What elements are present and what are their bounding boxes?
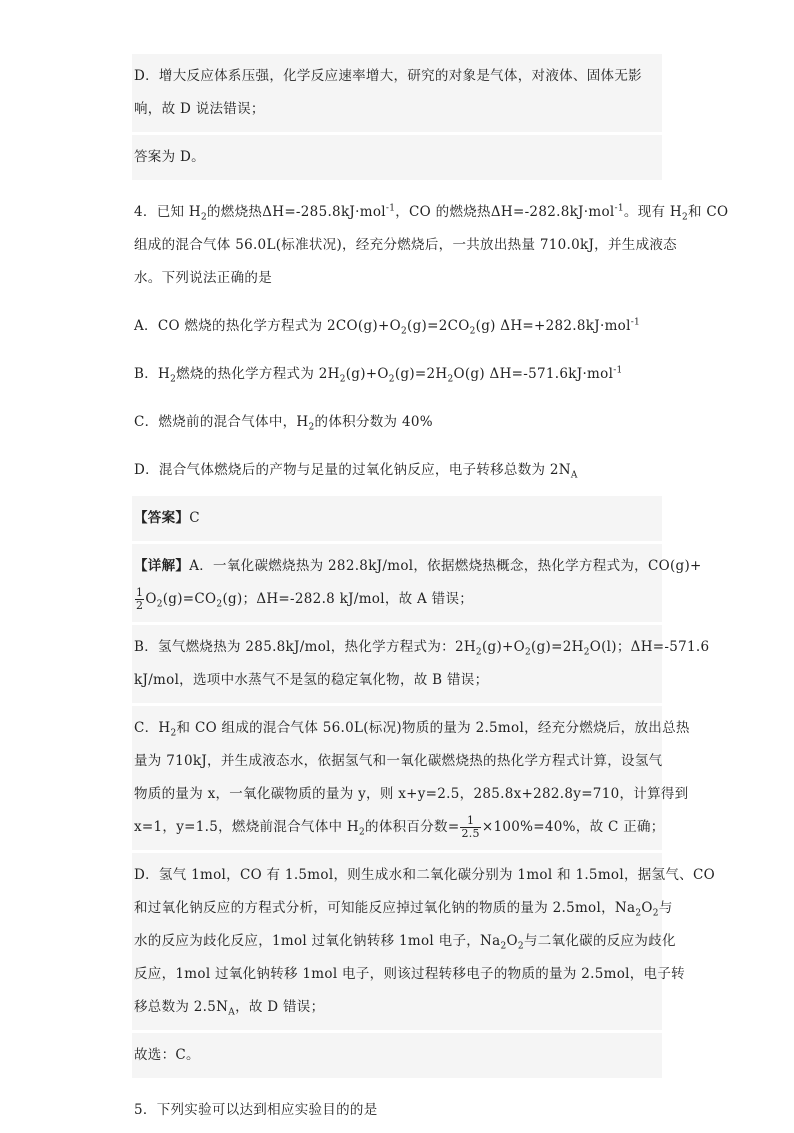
q4-option-c: C．燃烧前的混合气体中，$H_2$的体积分数为 40% xyxy=(134,414,433,433)
answer-value: C xyxy=(189,510,200,526)
q4-detail-a: 【详解】A．一氧化碳燃烧热为 282.8kJ/mol，依据燃烧热概念，热化学方程式为，CO(g)+ $\frac{1}{2}$ $O_2(g)=CO_2(g)$；ΔH=-282.8 kJ/mol，故 A 错误； xyxy=(132,544,662,622)
fraction-one-over-2-5: $\frac{1}{2.5}$ xyxy=(461,814,480,840)
q4-answer xyxy=(132,496,662,541)
q4-stem-line3: 水。下列说法正确的是 xyxy=(134,270,272,286)
question-5-stem: 5．下列实验可以达到相应实验目的的是 xyxy=(134,1102,378,1118)
q4-option-b: B．$H_2$燃烧的热化学方程式为 $2H_2(g)+O_2(g)=2H_2O(g)$ ΔH=-571.6kJ·mol$^{-1}$ xyxy=(134,365,623,385)
q4-stem-line2: 组成的混合气体 56.0L(标准状况)，经充分燃烧后，一共放出热量 710.0kJ，并生成液态 xyxy=(134,237,677,253)
q4-detail-b: B．氢气燃烧热为 285.8kJ/mol，热化学方程式为：$2H_2(g)+O_2(g)=2H_2O(l)$；ΔH=-571.6 kJ/mol，选项中水蒸气不是氢的稳定氧化物，故 B 错误； xyxy=(132,625,662,703)
q4-detail-d: D．氢气 1mol，CO 有 1.5mol，则生成水和二氧化碳分别为 1mol 和 1.5mol，据氢气、CO 和过氧化钠反应的方程式分析，可知能反应掉过氧化钠的物质的量为 2.5mol，$Na_2O_2$与 水的反应为歧化反应，1mol 过氧化钠转移 1mol 电子，$Na_2O_2$与二氧化碳的反应为歧化 反应，1mol 过氧化钠转移 1mol 电子，则该过程转移电子的物质的量为 2.5mol，电子转 移总数为 $2.5N_A$，故 D 错误； xyxy=(132,853,662,1030)
question-4-stem xyxy=(132,190,729,301)
prev-d-line2: 响，故 D 说法错误； xyxy=(134,101,265,117)
prev-answer-text: 答案为 D。 xyxy=(134,149,205,165)
prev-d-explanation xyxy=(132,54,662,132)
prev-answer xyxy=(132,135,662,180)
q4-detail-c: C．$H_2$和 CO 组成的混合气体 56.0L(标况)物质的量为 2.5mol，经充分燃烧后，放出总热 量为 710kJ，并生成液态水，依据氢气和一氧化碳燃烧热的热化学方程式计算，设氢气 物质的量为 x，一氧化碳物质的量为 y，则 x+y=2.5，285.8x+282.8y=710，计算得到 x=1，y=1.5，燃烧前混合气体中 $H_2$的体积百分数= $\frac{1}{2.5}$ ×100%=40%，故 C 正确； xyxy=(132,706,662,850)
fraction-half: $\frac{1}{2}$ xyxy=(136,586,144,612)
q4-conclusion: 故选：C。 xyxy=(132,1033,662,1078)
answer-label: 【答案】 xyxy=(134,510,190,526)
q4-option-a: A．CO 燃烧的热化学方程式为 $2CO(g)+O_2(g)=2CO_2(g)$ ΔH=+282.8kJ·mol$^{-1}$ xyxy=(134,317,641,337)
q4-option-d: D．混合气体燃烧后的产物与足量的过氧化钠反应，电子转移总数为 $2N_A$ xyxy=(134,462,578,481)
q4-stem-line1: 4．已知 $H_2$的燃烧热ΔH=-285.8kJ·mol$^{-1}$，CO 的燃烧热ΔH=-282.8kJ·mol$^{-1}$。现有 $H_2$和 CO xyxy=(134,203,729,223)
prev-d-line1: D．增大反应体系压强，化学反应速率增大，研究的对象是气体，对液体、固体无影 xyxy=(134,68,642,84)
document-page xyxy=(132,54,729,1133)
detail-label: 【详解】 xyxy=(134,558,190,574)
